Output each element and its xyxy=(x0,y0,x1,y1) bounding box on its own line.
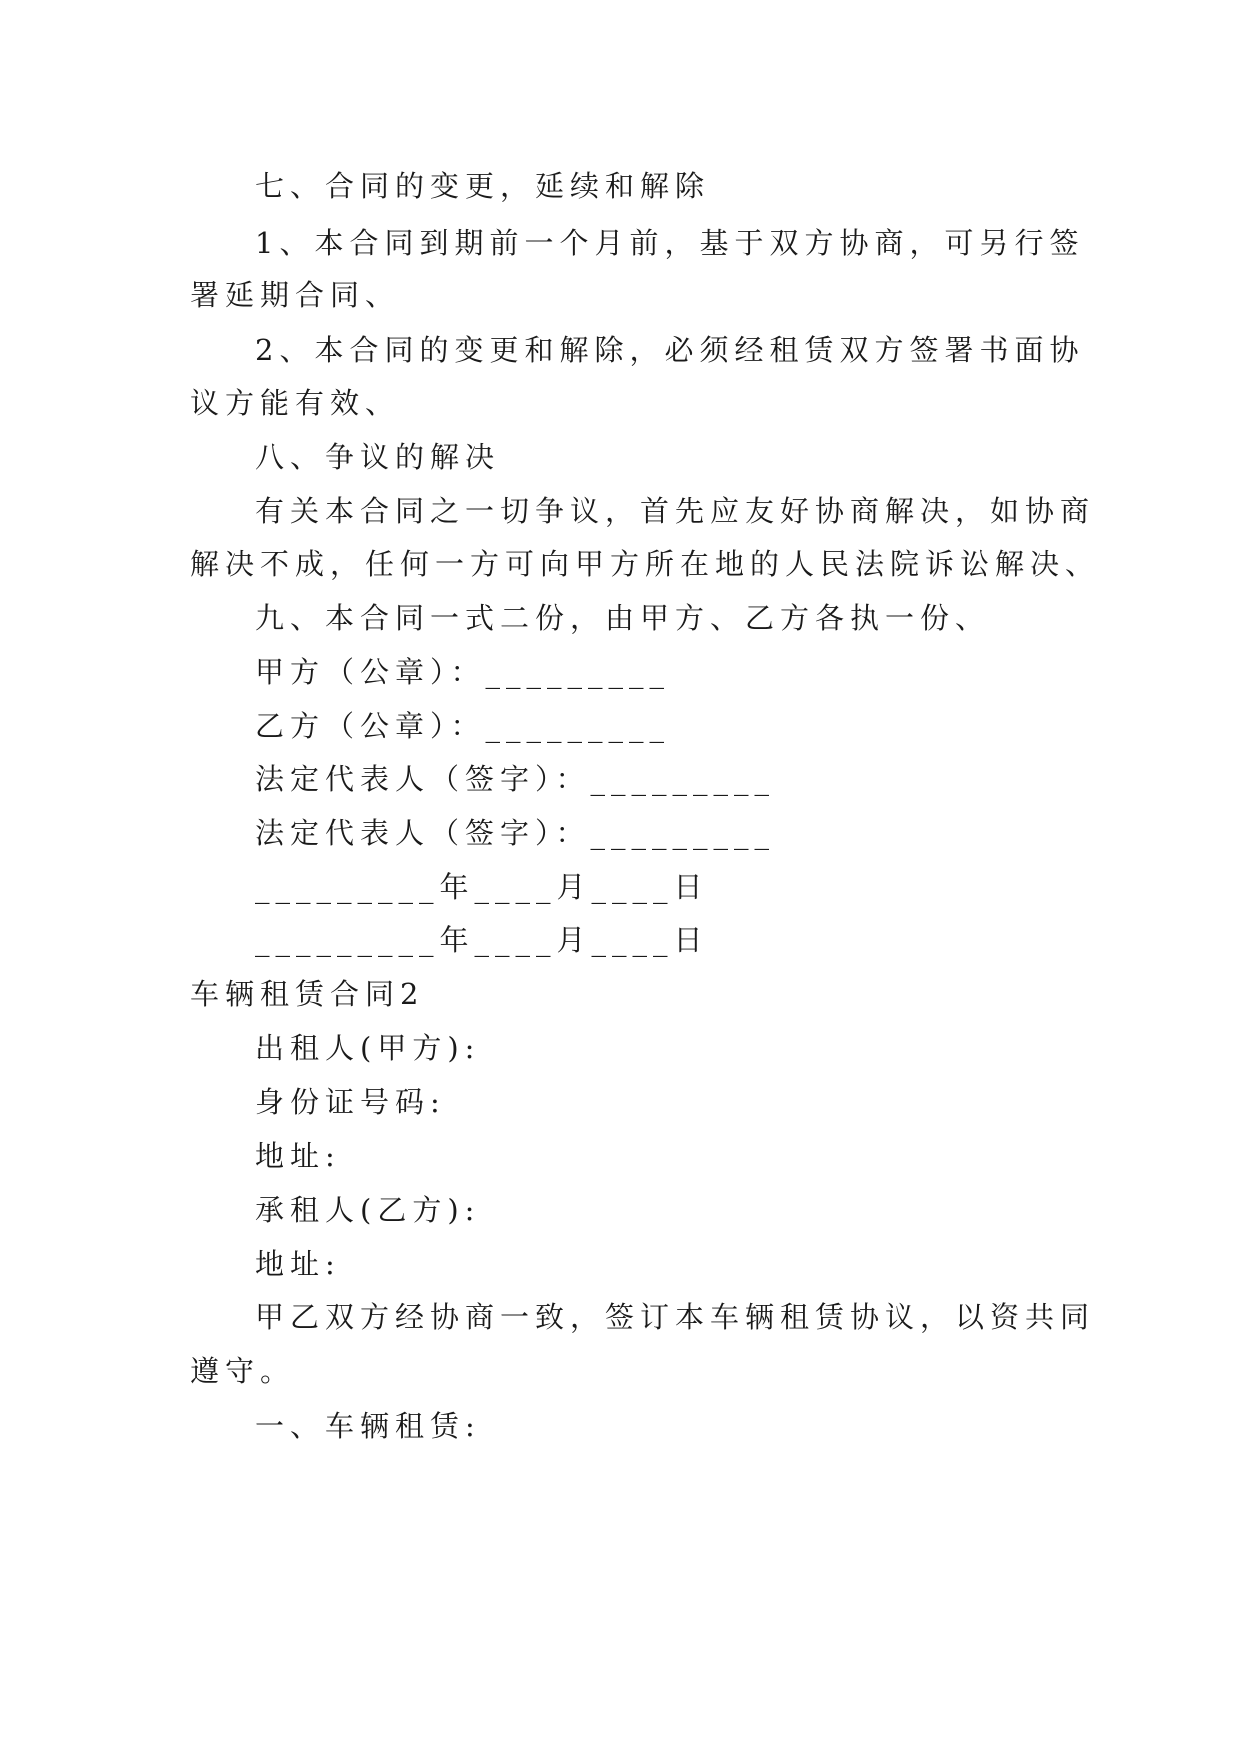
lessee-address-label: 地址: xyxy=(255,1247,341,1281)
lessor-label: 出租人(甲方): xyxy=(255,1031,481,1065)
section-8-heading: 八、争议的解决 xyxy=(255,440,501,474)
section-8-text-line-1: 有关本合同之一切争议，首先应友好协商解决，如协商 xyxy=(255,494,1096,528)
lessor-address-label: 地址: xyxy=(255,1139,341,1173)
contract-2-title: 车辆租赁合同2 xyxy=(190,977,425,1011)
clause-7-2-line-2: 议方能有效、 xyxy=(190,386,401,420)
agreement-intro-line-1: 甲乙双方经协商一致，签订本车辆租赁协议，以资共同 xyxy=(255,1300,1096,1334)
section-7-heading: 七、合同的变更，延续和解除 xyxy=(255,169,711,203)
party-a-seal-line: 甲方（公章）：_________ xyxy=(255,655,671,689)
lessee-label: 承租人(乙方): xyxy=(255,1193,481,1227)
date-line-2: _________年____月____日 xyxy=(255,923,709,957)
clause-7-1-line-2: 署延期合同、 xyxy=(190,278,401,312)
party-b-seal-line: 乙方（公章）：_________ xyxy=(255,709,671,743)
clause-7-2-line-1: 2、本合同的变更和解除，必须经租赁双方签署书面协 xyxy=(255,333,1085,367)
legal-rep-signature-line-1: 法定代表人（签字）：_________ xyxy=(255,762,776,796)
clause-7-1-line-1: 1、本合同到期前一个月前，基于双方协商，可另行签 xyxy=(255,226,1085,260)
legal-rep-signature-line-2: 法定代表人（签字）：_________ xyxy=(255,816,776,850)
date-line-1: _________年____月____日 xyxy=(255,870,709,904)
section-9-text: 九、本合同一式二份，由甲方、乙方各执一份、 xyxy=(255,601,991,635)
section-1-heading: 一、车辆租赁: xyxy=(255,1409,481,1443)
agreement-intro-line-2: 遵守。 xyxy=(190,1354,296,1388)
id-number-label: 身份证号码: xyxy=(255,1085,446,1119)
section-8-text-line-2: 解决不成，任何一方可向甲方所在地的人民法院诉讼解决、 xyxy=(190,547,1101,581)
